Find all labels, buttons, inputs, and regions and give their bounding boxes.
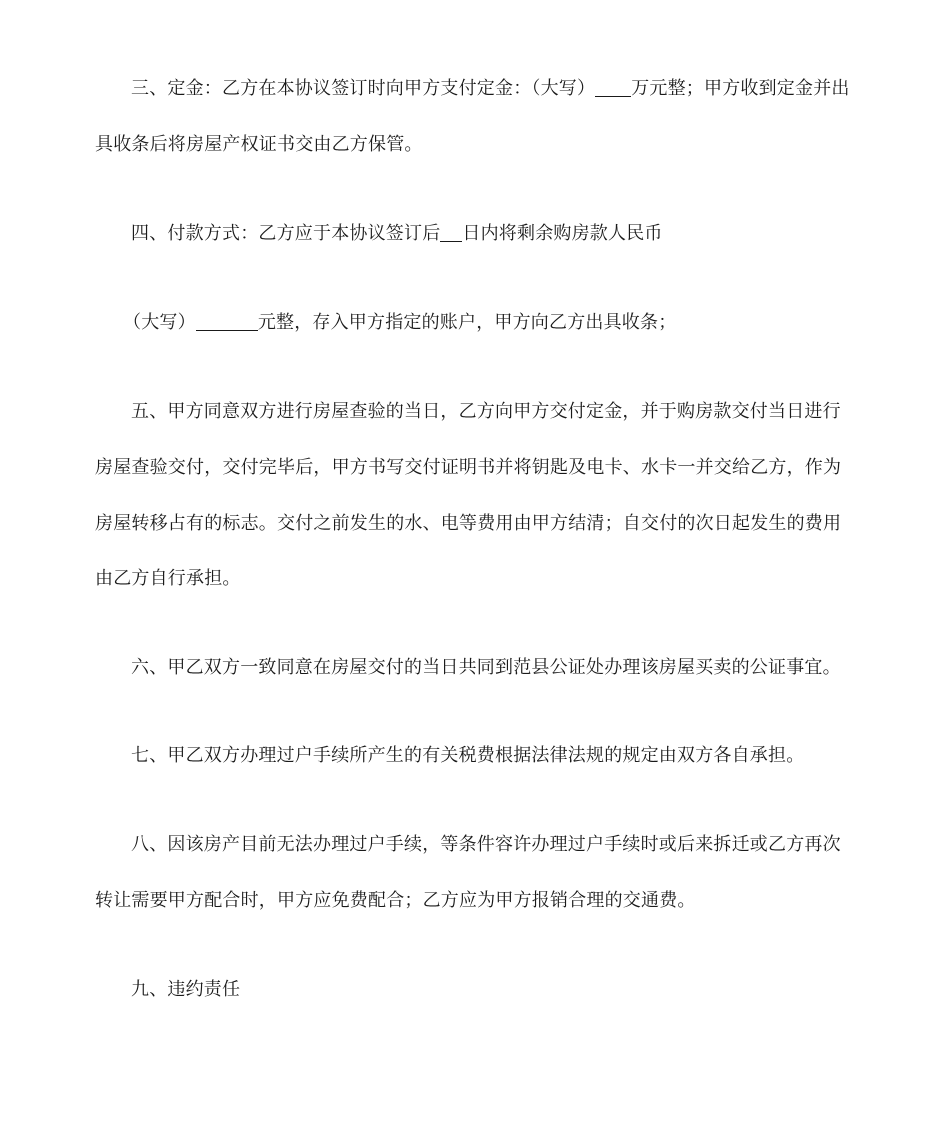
- clause-8-line-2: [95, 889, 696, 913]
- clause-6-text: 六、甲乙双方一致同意在房屋交付的当日共同到范县公证处办理该房屋买卖的公证事宜。: [131, 657, 841, 678]
- clause-3-text-b: 万元整；甲方收到定金并出: [631, 78, 850, 99]
- clause-3-line-1: [131, 77, 850, 101]
- clause-7-line: [131, 744, 804, 768]
- clause-4-text-b: 日内将剩余购房款人民币: [462, 223, 663, 244]
- clause-4-text-a: 四、付款方式：乙方应于本协议签订后: [131, 223, 441, 244]
- clause-8-text-b: 转让需要甲方配合时，甲方应免费配合；乙方应为甲方报销合理的交通费。: [95, 890, 696, 911]
- clause-6-line: [131, 656, 841, 680]
- clause-3-line-2: [95, 133, 423, 157]
- clause-5-text-c: 房屋转移占有的标志。交付之前发生的水、电等费用由甲方结清；自交付的次日起发生的费用: [95, 513, 842, 534]
- clause-5-text-a: 五、甲方同意双方进行房屋查验的当日，乙方向甲方交付定金，并于购房款交付当日进行: [131, 401, 841, 422]
- clause-5-text-d: 由乙方自行承担。: [95, 568, 241, 589]
- clause-8-line-1: [131, 833, 841, 857]
- remaining-amount-blank: [196, 312, 258, 331]
- clause-4-line-2: [123, 311, 676, 335]
- clause-5-line-2: [95, 456, 841, 480]
- clause-7-text: 七、甲乙双方办理过户手续所产生的有关税费根据法律法规的规定由双方各自承担。: [131, 745, 805, 766]
- clause-5-text-b: 房屋查验交付，交付完毕后，甲方书写交付证明书并将钥匙及电卡、水卡一并交给乙方，作为: [95, 457, 842, 478]
- clause-5-line-1: [131, 400, 841, 424]
- clause-3-text-c: 具收条后将房屋产权证书交由乙方保管。: [95, 134, 423, 155]
- payment-days-blank: [440, 223, 462, 242]
- clause-3-text-a: 三、定金：乙方在本协议签订时向甲方支付定金：（大写）: [131, 78, 596, 99]
- clause-4-text-d: 元整，存入甲方指定的账户，甲方向乙方出具收条；: [257, 312, 677, 333]
- clause-8-text-a: 八、因该房产目前无法办理过户手续，等条件容许办理过户手续时或后来拆迁或乙方再次: [131, 834, 841, 855]
- clause-9-heading: [131, 978, 240, 1002]
- clause-5-line-3: [95, 512, 841, 536]
- clause-5-line-4: [95, 567, 241, 591]
- clause-4-line-1: [131, 222, 663, 246]
- deposit-amount-blank: [595, 78, 631, 97]
- clause-4-text-c: （大写）: [123, 312, 196, 333]
- clause-9-text: 九、违约责任: [131, 979, 241, 1000]
